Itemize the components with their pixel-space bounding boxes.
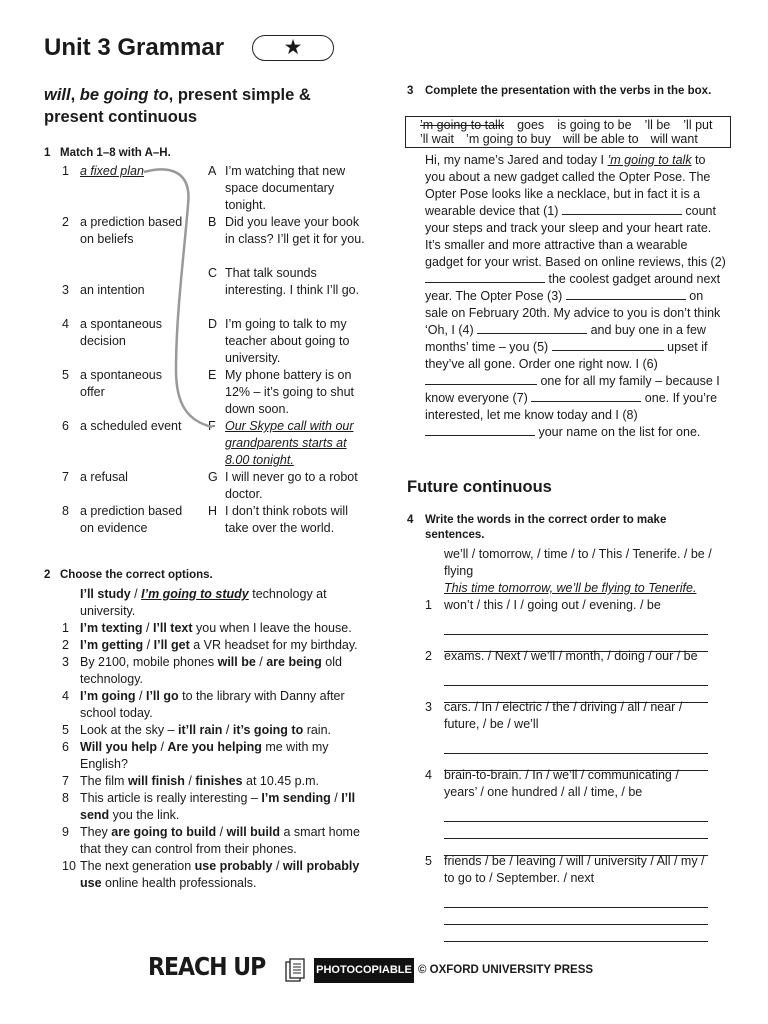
ex2-text: you the link. (109, 808, 180, 822)
ex4-item (425, 853, 715, 942)
gap-6[interactable] (425, 373, 537, 385)
ex2-option[interactable]: I’ll text (152, 621, 193, 635)
word-box-word: ’ll put (683, 118, 713, 132)
gap-7[interactable] (531, 390, 641, 402)
gap-2[interactable] (425, 271, 545, 283)
ex2-text: The film (80, 774, 128, 788)
ex1-right-item (208, 265, 368, 299)
ex4-item (425, 597, 715, 652)
ex3-text-p8: one for all my family – because I know everyone (7) (425, 374, 720, 405)
ex1-right-text: That talk sounds interesting. I think I’ll go. (225, 266, 360, 297)
ex1-left-text: a prediction based on beliefs (80, 215, 183, 246)
ex2-number: 2 (44, 569, 51, 581)
ex4-answer-lines (444, 737, 715, 771)
ex2-text: Look at the sky – (80, 723, 178, 737)
ex1-left-text: a spontaneous offer (80, 368, 163, 399)
heading-will: will (44, 86, 71, 104)
ex1-instruction: Match 1–8 with A–H. (60, 147, 171, 159)
ex1-right-text: Did you leave your book in class? I’ll get it for you. (225, 215, 365, 246)
ex2-text: / (330, 791, 342, 805)
answer-line[interactable] (444, 908, 708, 925)
ex1-left-text: an intention (80, 283, 145, 297)
ex3-text-p2: to you about a new gadget called the Opter Pose. The Opter Pose looks like a necklace, but in fact it is a wearable device that (1) (425, 153, 711, 218)
ex4-answer-lines (444, 805, 715, 856)
ex2-text: a VR headset for my birthday. (189, 638, 358, 652)
book-icon (284, 957, 306, 983)
ex4-heading (407, 513, 727, 543)
ex4-item-number: 3 (425, 700, 432, 714)
ex2-option[interactable]: use probably (194, 859, 273, 873)
reach-up-logo: REACH UP (148, 953, 266, 982)
ex3-text-p6: and buy one in a few months’ time – you (5) (425, 323, 706, 354)
answer-line[interactable] (444, 891, 708, 908)
ex1-right-item (208, 214, 368, 248)
ex2-item (62, 739, 367, 773)
ex3-instruction: Complete the presentation with the verbs in the box. (425, 85, 712, 97)
answer-line[interactable] (444, 822, 708, 839)
ex3-text-p1: Hi, my name’s Jared and today I (425, 153, 608, 167)
ex1-right-item (208, 503, 368, 537)
photocopiable-badge: PHOTOCOPIABLE (314, 958, 414, 983)
answer-line[interactable] (444, 669, 708, 686)
ex1-right-item (208, 316, 368, 367)
section-heading-2: Future continuous (407, 478, 552, 496)
ex3-text-p5: on sale on February 20th. My advice to you is don’t think ‘Oh, I (4) (425, 289, 721, 337)
ex2-option[interactable]: will finish (127, 774, 185, 788)
ex2-item (62, 620, 367, 637)
word-box-word: will want (650, 132, 698, 146)
ex3-heading (407, 84, 727, 99)
copyright: © OXFORD UNIVERSITY PRESS (418, 964, 594, 976)
ex4-item-number: 4 (425, 768, 432, 782)
ex2-option[interactable]: it’ll rain (177, 723, 223, 737)
ex2-text: at 10.45 p.m. (242, 774, 319, 788)
ex2-text: This article is really interesting – (80, 791, 262, 805)
ex4-number: 4 (407, 514, 414, 526)
ex2-example-answer: I’m going to study (141, 587, 249, 601)
ex4-item-prompt: exams. / Next / we’ll / month, / doing / our / be (444, 649, 698, 663)
ex2-text: online health professionals. (101, 876, 257, 890)
ex4-item-number: 2 (425, 649, 432, 663)
word-box-word: is going to be (557, 118, 632, 132)
ex1-left-text: a refusal (80, 470, 128, 484)
ex1-right-item (208, 163, 368, 214)
ex1-left-number: 7 (62, 470, 69, 484)
ex2-item-number: 7 (62, 774, 69, 788)
ex1-left-number: 8 (62, 504, 69, 518)
ex4-item-prompt: cars. / In / electric / the / driving / all / near / future, / be / we’ll (444, 700, 683, 731)
word-box (405, 116, 731, 148)
ex2-option[interactable]: will probably use (80, 859, 360, 890)
difficulty-badge (252, 35, 334, 61)
ex1-right-text: I’m going to talk to my teacher about going to university. (225, 317, 350, 365)
ex4-item (425, 767, 715, 856)
ex2-item-number: 9 (62, 825, 69, 839)
ex2-item-number: 6 (62, 740, 69, 754)
answer-line[interactable] (444, 737, 708, 754)
ex1-left-text: a spontaneous decision (80, 317, 163, 348)
star-icon: ★ (283, 36, 303, 59)
gap-4[interactable] (477, 322, 587, 334)
ex1-right-text: My phone battery is on 12% – it’s going to shut down soon. (225, 368, 355, 416)
ex3-example-answer: ’m going to talk (607, 153, 692, 167)
answer-line[interactable] (444, 618, 708, 635)
ex2-item-number: 1 (62, 621, 69, 635)
gap-3[interactable] (566, 288, 686, 300)
ex4-answer-lines (444, 669, 715, 703)
ex1-right-letter: G (208, 470, 218, 484)
ex2-text: to the library with Danny after school today. (80, 689, 345, 720)
ex4-item-prompt: won’t / this / I / going out / evening. / be (444, 598, 661, 612)
word-box-row2 (420, 132, 730, 146)
ex2-text: old technology. (80, 655, 342, 686)
ex2-example-rest: technology at university. (80, 587, 327, 618)
ex1-right-text: I’m watching that new space documentary tonight. (225, 164, 346, 212)
ex2-text: / (255, 655, 267, 669)
answer-line[interactable] (444, 805, 708, 822)
ex4-item-prompt: friends / be / leaving / will / university / All / my / to go to / September. / next (444, 854, 705, 885)
ex4-item-number: 1 (425, 598, 432, 612)
ex1-left-item (62, 503, 197, 537)
ex3-text-p9: one. If you’re interested, let me know today and I (8) (425, 391, 718, 422)
section-heading-1 (44, 84, 364, 128)
ex1-left-item (62, 469, 197, 486)
ex2-text: They (80, 825, 112, 839)
ex2-text: / (142, 621, 153, 635)
ex1-left-number: 6 (62, 419, 69, 433)
ex2-item (62, 824, 367, 858)
ex2-option[interactable]: I’m texting (80, 621, 143, 635)
ex2-text: / (156, 740, 168, 754)
ex4-instruction: Write the words in the correct order to make sentences. (425, 514, 667, 541)
ex1-right-letter: B (208, 215, 217, 229)
ex2-example-a: I’ll study (80, 587, 131, 601)
ex2-item (62, 637, 367, 654)
ex2-item-number: 2 (62, 638, 69, 652)
ex2-item (62, 773, 367, 790)
ex2-item-number: 4 (62, 689, 69, 703)
ex2-list (62, 620, 367, 892)
ex1-left-number: 5 (62, 368, 69, 382)
ex2-text: By 2100, mobile phones (80, 655, 218, 669)
ex2-item (62, 790, 367, 824)
ex1-right-text: I will never go to a robot doctor. (225, 470, 358, 501)
ex1-left-number: 4 (62, 317, 69, 331)
ex1-left-number: 3 (62, 283, 69, 297)
ex2-text: The next generation (80, 859, 195, 873)
ex4-item (425, 699, 715, 771)
ex2-option[interactable]: it’s going to (232, 723, 304, 737)
gap-1[interactable] (562, 203, 682, 215)
ex2-text: rain. (303, 723, 332, 737)
ex3-text (425, 152, 727, 441)
ex2-item (62, 654, 367, 688)
heading-sep: , (70, 86, 80, 104)
ex1-right-text: Our Skype call with our grandparents starts at 8.00 tonight. (225, 419, 354, 467)
ex1-left-text: a fixed plan (80, 164, 144, 178)
ex2-option[interactable]: I’ll send (80, 791, 356, 822)
ex2-text: / (143, 638, 154, 652)
ex2-heading (44, 568, 213, 583)
ex1-right-letter: H (208, 504, 218, 518)
ex1-right-letter: C (208, 266, 218, 280)
ex4-example (444, 546, 728, 597)
ex2-text: me with my English? (80, 740, 329, 771)
gap-8[interactable] (425, 424, 535, 436)
ex4-item-number: 5 (425, 854, 432, 868)
ex2-option[interactable]: I’m getting (80, 638, 144, 652)
ex2-option[interactable]: Are you helping (167, 740, 262, 754)
match-line (140, 165, 220, 430)
ex1-number: 1 (44, 147, 51, 159)
ex2-example-sep: / (130, 587, 142, 601)
ex2-option[interactable]: Will you help (80, 740, 157, 754)
ex3-text-p7: upset if they’ve all gone. Order one right now. I (6) (425, 340, 708, 371)
ex2-text: / (222, 723, 233, 737)
ex4-example-prompt: we’ll / tomorrow, / time / to / This / Tenerife. / be / flying (444, 547, 712, 578)
ex1-left-number: 1 (62, 164, 69, 178)
ex2-option[interactable]: finishes (195, 774, 243, 788)
ex1-right-letter: D (208, 317, 218, 331)
ex2-option[interactable]: are going to build (111, 825, 217, 839)
heading-rest: , present simple & present continuous (44, 86, 311, 126)
answer-line[interactable] (444, 925, 708, 942)
word-box-word: ’ll be (644, 118, 671, 132)
ex4-example-answer: This time tomorrow, we’ll be flying to Tenerife. (444, 581, 697, 595)
heading-going-to: be going to (79, 86, 169, 104)
ex3-text-p10: your name on the list for one. (535, 425, 701, 439)
ex2-item-number: 3 (62, 655, 69, 669)
ex2-option[interactable]: I’ll go (145, 689, 179, 703)
ex2-option[interactable]: will build (226, 825, 281, 839)
ex2-item (62, 858, 367, 892)
ex2-item (62, 722, 367, 739)
ex1-heading (44, 146, 171, 161)
word-box-word: ’m going to talk (420, 118, 505, 132)
ex4-item-prompt: brain-to-brain. / In / we’ll / communicating / years’ / one hundred / all / time, / be (444, 768, 679, 799)
ex3-number: 3 (407, 85, 414, 97)
ex2-text: / (135, 689, 146, 703)
ex3-text-p3: count your steps and track your sleep and your heart rate. It’s smaller and more attractive than a wearable gadget for your wrist. Based on online reviews, this (2) (425, 204, 726, 269)
ex2-example (80, 586, 370, 620)
ex2-text: you when I leave the house. (192, 621, 352, 635)
gap-5[interactable] (552, 339, 664, 351)
ex2-item-number: 5 (62, 723, 69, 737)
ex1-right-item (208, 367, 368, 418)
ex2-item-number: 10 (62, 859, 76, 873)
ex1-right-item (208, 469, 368, 503)
ex1-right-item (208, 418, 368, 469)
ex2-text: / (184, 774, 196, 788)
ex2-text: / (272, 859, 283, 873)
ex2-option[interactable]: will be (217, 655, 256, 669)
word-box-row1 (420, 118, 730, 132)
ex2-text: a smart home that they can control from their phones. (80, 825, 360, 856)
ex2-instruction: Choose the correct options. (60, 569, 213, 581)
ex4-answer-lines (444, 891, 715, 942)
page-title: Unit 3 Grammar (44, 34, 225, 61)
word-box-word: will be able to (562, 132, 639, 146)
ex1-left-text: a scheduled event (80, 419, 182, 433)
ex1-right-text: I don’t think robots will take over the world. (225, 504, 348, 535)
ex1-right-letter: E (208, 368, 217, 382)
ex1-left-number: 2 (62, 215, 69, 229)
ex2-option[interactable]: are being (266, 655, 322, 669)
ex2-option[interactable]: I’m sending (261, 791, 331, 805)
ex1-right-letter: A (208, 164, 217, 178)
word-box-word: ’m going to buy (466, 132, 551, 146)
ex1-left-text: a prediction based on evidence (80, 504, 183, 535)
ex2-option[interactable]: I’m going (80, 689, 136, 703)
ex2-text: / (216, 825, 227, 839)
ex2-item-number: 8 (62, 791, 69, 805)
ex1-right-letter: F (208, 419, 216, 433)
ex3-text-p4: the coolest gadget around next year. The Opter Pose (3) (425, 272, 721, 303)
ex2-item (62, 688, 367, 722)
ex4-answer-lines (444, 618, 715, 652)
word-box-word: goes (517, 118, 545, 132)
ex4-item (425, 648, 715, 703)
word-box-word: ’ll wait (420, 132, 455, 146)
ex2-option[interactable]: I’ll get (153, 638, 190, 652)
